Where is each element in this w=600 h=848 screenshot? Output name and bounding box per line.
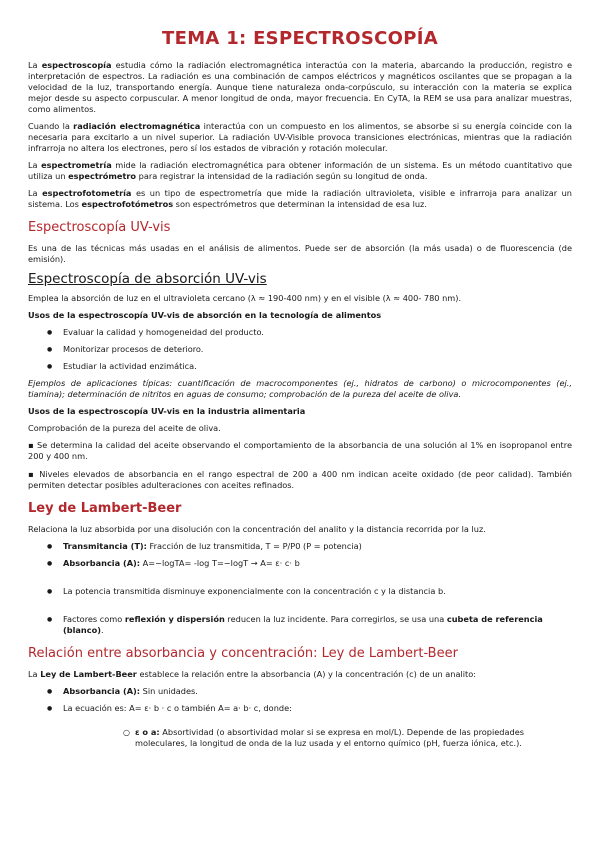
intro-paragraph-1: La espectroscopía estudia cómo la radiación electromagnética interactúa con la materia, abarcando la producción, registro e interpretación de espectros. La radiación es una combinación de campos eléctricos y magnéticos oscilantes que se propagan a la velocidad de la luz, transportando energía. Aunque tiene naturaleza onda-corpúsculo, su interacción con la materia se explica mejor desde su aspecto corpuscular. A menor longitud de onda, mayor frecuencia. En CyTA, la REM se usa para analizar muestras, como alimentos. [28,60,572,114]
list-item: ● Transmitancia (T): Fracción de luz transmitida, T = P/P0 (P = potencia) [28,541,572,552]
list-item: ● Factores como reflexión y dispersión reducen la luz incidente. Para corregirlos, se usa una cubeta de referencia (blanco). [28,614,572,636]
list-item: ● Evaluar la calidad y homogeneidad del producto. [28,327,572,338]
section-heading-absorcion: Espectroscopía de absorción UV-vis [28,271,267,287]
list-item: ● Monitorizar procesos de deterioro. [28,344,572,355]
lambert-paragraph: Relaciona la luz absorbida por una disolución con la concentración del analito y la distancia recorrida por la luz. [28,524,486,534]
examples-paragraph: Ejemplos de aplicaciones típicas: cuantificación de macrocomponentes (ej., hidratos de carbono) o microcomponentes (ej., tiamina); determinación de nitritos en aguas de consumo; comprobación de la pureza del aceite de oliva. [28,378,572,399]
intro-paragraph-2: Cuando la radiación electromagnética interactúa con un compuesto en los alimentos, se absorbe si su energía coincide con la necesaria para excitarlo a un nivel superior. La radiación UV-Visible provoca transiciones electrónicas, mientras que la radiación infrarroja no altera los electrones, pero sí los estados de vibración y rotación molecular. [28,121,572,153]
olive-check: Comprobación de la pureza del aceite de oliva. [28,423,221,433]
uses-industry-heading: Usos de la espectroscopía UV-vis en la industria alimentaria [28,406,306,416]
section-heading-lambert: Ley de Lambert-Beer [28,501,182,516]
absorcion-paragraph: Emplea la absorción de luz en el ultravioleta cercano (λ ≈ 190-400 nm) y en el visible (λ ≈ 400- 780 nm). [28,293,462,303]
list-item: ● Absorbancia (A): Sin unidades. [28,686,572,697]
intro-paragraph-4: La espectrofotometría es un tipo de espectrometría que mide la radiación ultravioleta, visible e infrarroja para analizar un sistema. Los espectrofotómetros son espectrómetros que determinan la intensidad de esa luz. [28,188,572,209]
olive-bullet-2: ▪ Niveles elevados de absorbancia en el rango espectral de 200 a 400 nm indican aceite oxidado (de peor calidad). También permiten detectar posibles adulteraciones con aceites refinados. [28,469,572,490]
list-item: ● Absorbancia (A): A=−logTA= -log T=−logT → A= ε· c· b [28,558,572,569]
list-item: ● La ecuación es: A= ε· b · c o también A= a· b· c, donde: ○ ε o a: Absortividad (o absortividad molar si se expresa en mol/L). Depende de las propiedades moleculares, la longitud de onda de la luz usada y el entorno químico (pH, fuerza iónica, etc.). [28,703,572,749]
lambert-list [28,541,572,636]
list-item: ● La potencia transmitida disminuye exponencialmente con la concentración c y la distancia b. [28,586,572,597]
section-heading-uvvis: Espectroscopía UV-vis [28,220,171,235]
relacion-paragraph: La Ley de Lambert-Beer establece la relación entre la absorbancia (A) y la concentración (c) de un analito: [28,669,477,679]
section-heading-relacion: Relación entre absorbancia y concentración: Ley de Lambert-Beer [28,646,458,661]
intro-paragraph-3: La espectrometría mide la radiación electromagnética para obtener información de un sistema. Es un método cuantitativo que utiliza un espectrómetro para registrar la intensidad de la radiación según su longitud de onda. [28,160,572,181]
relacion-list [28,686,572,749]
sub-list-item: ○ ε o a: Absortividad (o absortividad molar si se expresa en mol/L). Depende de las propiedades moleculares, la longitud de onda de la luz usada y el entorno químico (pH, fuerza iónica, etc.). [63,727,572,749]
page-title: TEMA 1: ESPECTROSCOPÍA [162,28,438,49]
uses-tech-list [28,327,572,372]
uses-tech-heading: Usos de la espectroscopía UV-vis de absorción en la tecnología de alimentos [28,310,382,320]
relacion-sublist [63,727,572,749]
list-item: ● Estudiar la actividad enzimática. [28,361,572,372]
olive-bullet-1: ▪ Se determina la calidad del aceite observando el comportamiento de la absorbancia de una solución al 1% en isopropanol entre 200 y 400 nm. [28,440,572,461]
uvvis-paragraph: Es una de las técnicas más usadas en el análisis de alimentos. Puede ser de absorción (la más usada) o de fluorescencia (de emisión). [28,243,572,264]
